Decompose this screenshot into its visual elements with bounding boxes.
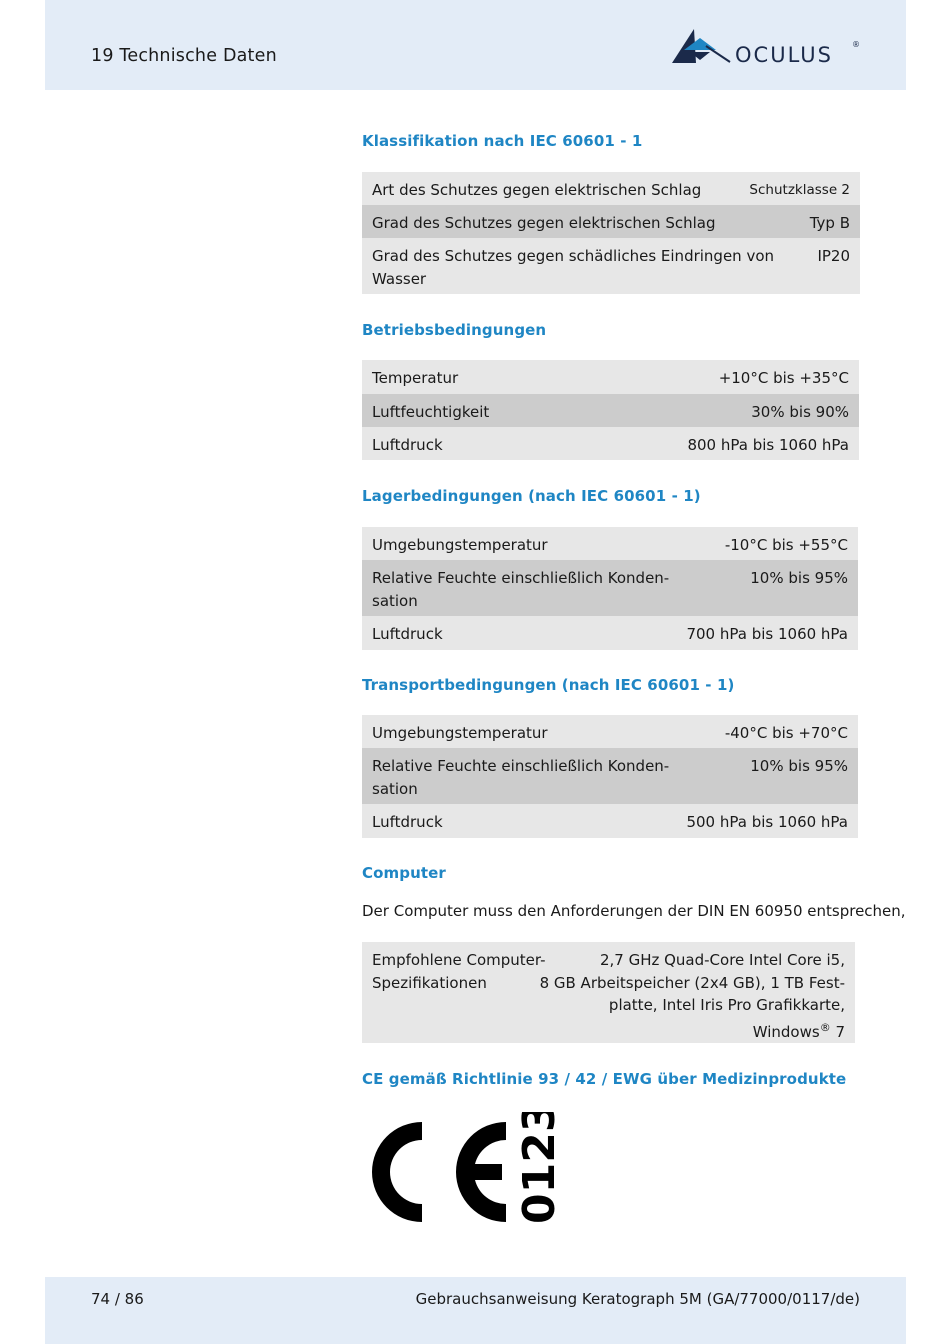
row-label: Umgebungstemperatur <box>372 536 548 554</box>
oculus-logo-icon <box>670 26 736 70</box>
table-row <box>362 527 858 560</box>
ce-mark <box>362 1112 562 1227</box>
row-label: Art des Schutzes gegen elektrischen Schlag <box>372 181 702 199</box>
row-value: 700 hPa bis 1060 hPa <box>686 625 848 643</box>
document-title: Gebrauchsanweisung Keratograph 5M (GA/77000/0117/de) <box>415 1290 860 1308</box>
row-label: Relative Feuchte einschließlich Konden- sation <box>372 569 670 610</box>
table-row <box>362 748 858 804</box>
chapter-title: 19 Technische Daten <box>91 46 277 66</box>
page-number: 74 / 86 <box>91 1290 144 1308</box>
table-row <box>362 360 859 394</box>
row-value: 800 hPa bis 1060 hPa <box>687 436 849 454</box>
section-title-lager: Lagerbedingungen (nach IEC 60601 - 1) <box>362 487 701 505</box>
row-value: 30% bis 90% <box>751 403 849 421</box>
row-value: -10°C bis +55°C <box>724 536 848 554</box>
section-title-transport: Transportbedingungen (nach IEC 60601 - 1) <box>362 676 735 694</box>
table-row <box>362 804 858 838</box>
row-label: Grad des Schutzes gegen elektrischen Schlag <box>372 214 716 232</box>
row-label: Grad des Schutzes gegen schädliches Eindringen von Wasser <box>372 247 775 288</box>
table-row <box>362 238 860 294</box>
row-value: 500 hPa bis 1060 hPa <box>686 813 848 831</box>
logo-wordmark: OCULUS <box>735 43 833 67</box>
row-label: Luftdruck <box>372 625 443 643</box>
row-label: Umgebungstemperatur <box>372 724 548 742</box>
section-title-betrieb: Betriebsbedingungen <box>362 321 547 339</box>
table-row <box>362 616 858 650</box>
row-label: Empfohlene Computer- Spezifikationen <box>372 951 546 992</box>
row-label: Luftfeuchtigkeit <box>372 403 490 421</box>
row-label: Luftdruck <box>372 813 443 831</box>
section-title-computer: Computer <box>362 864 446 882</box>
ce-mark-icon <box>362 1112 562 1227</box>
row-value: Schutzklasse 2 <box>749 182 850 198</box>
row-value: 2,7 GHz Quad-Core Intel Core i5, 8 GB Arbeitspeicher (2x4 GB), 1 TB Fest- platte, Intel Iris Pro Grafikkarte, Windows® 7 <box>539 951 845 1041</box>
logo-registered: ® <box>852 40 860 49</box>
row-label: Luftdruck <box>372 436 443 454</box>
row-label: Relative Feuchte einschließlich Konden- sation <box>372 757 670 798</box>
row-value: IP20 <box>817 247 850 265</box>
row-value: +10°C bis +35°C <box>718 369 849 387</box>
table-row <box>362 715 858 748</box>
footer-band <box>45 1277 906 1344</box>
table-row <box>362 427 859 460</box>
row-value: -40°C bis +70°C <box>724 724 848 742</box>
computer-requirement-text: Der Computer muss den Anforderungen der DIN EN 60950 entsprechen, <box>362 902 906 920</box>
section-title-ce: CE gemäß Richtlinie 93 / 42 / EWG über Medizinprodukte <box>362 1070 847 1088</box>
row-value: Typ B <box>809 214 850 232</box>
row-value: 10% bis 95% <box>750 569 848 587</box>
table-row <box>362 172 860 205</box>
ce-notified-body-number: 0123 <box>514 1112 562 1224</box>
row-label: Temperatur <box>372 369 459 387</box>
section-title-klassifikation: Klassifikation nach IEC 60601 - 1 <box>362 132 643 150</box>
row-value: 10% bis 95% <box>750 757 848 775</box>
table-row <box>362 205 860 238</box>
table-row <box>362 394 859 427</box>
oculus-logo <box>670 26 870 70</box>
table-row <box>362 560 858 616</box>
table-row <box>362 942 855 1043</box>
